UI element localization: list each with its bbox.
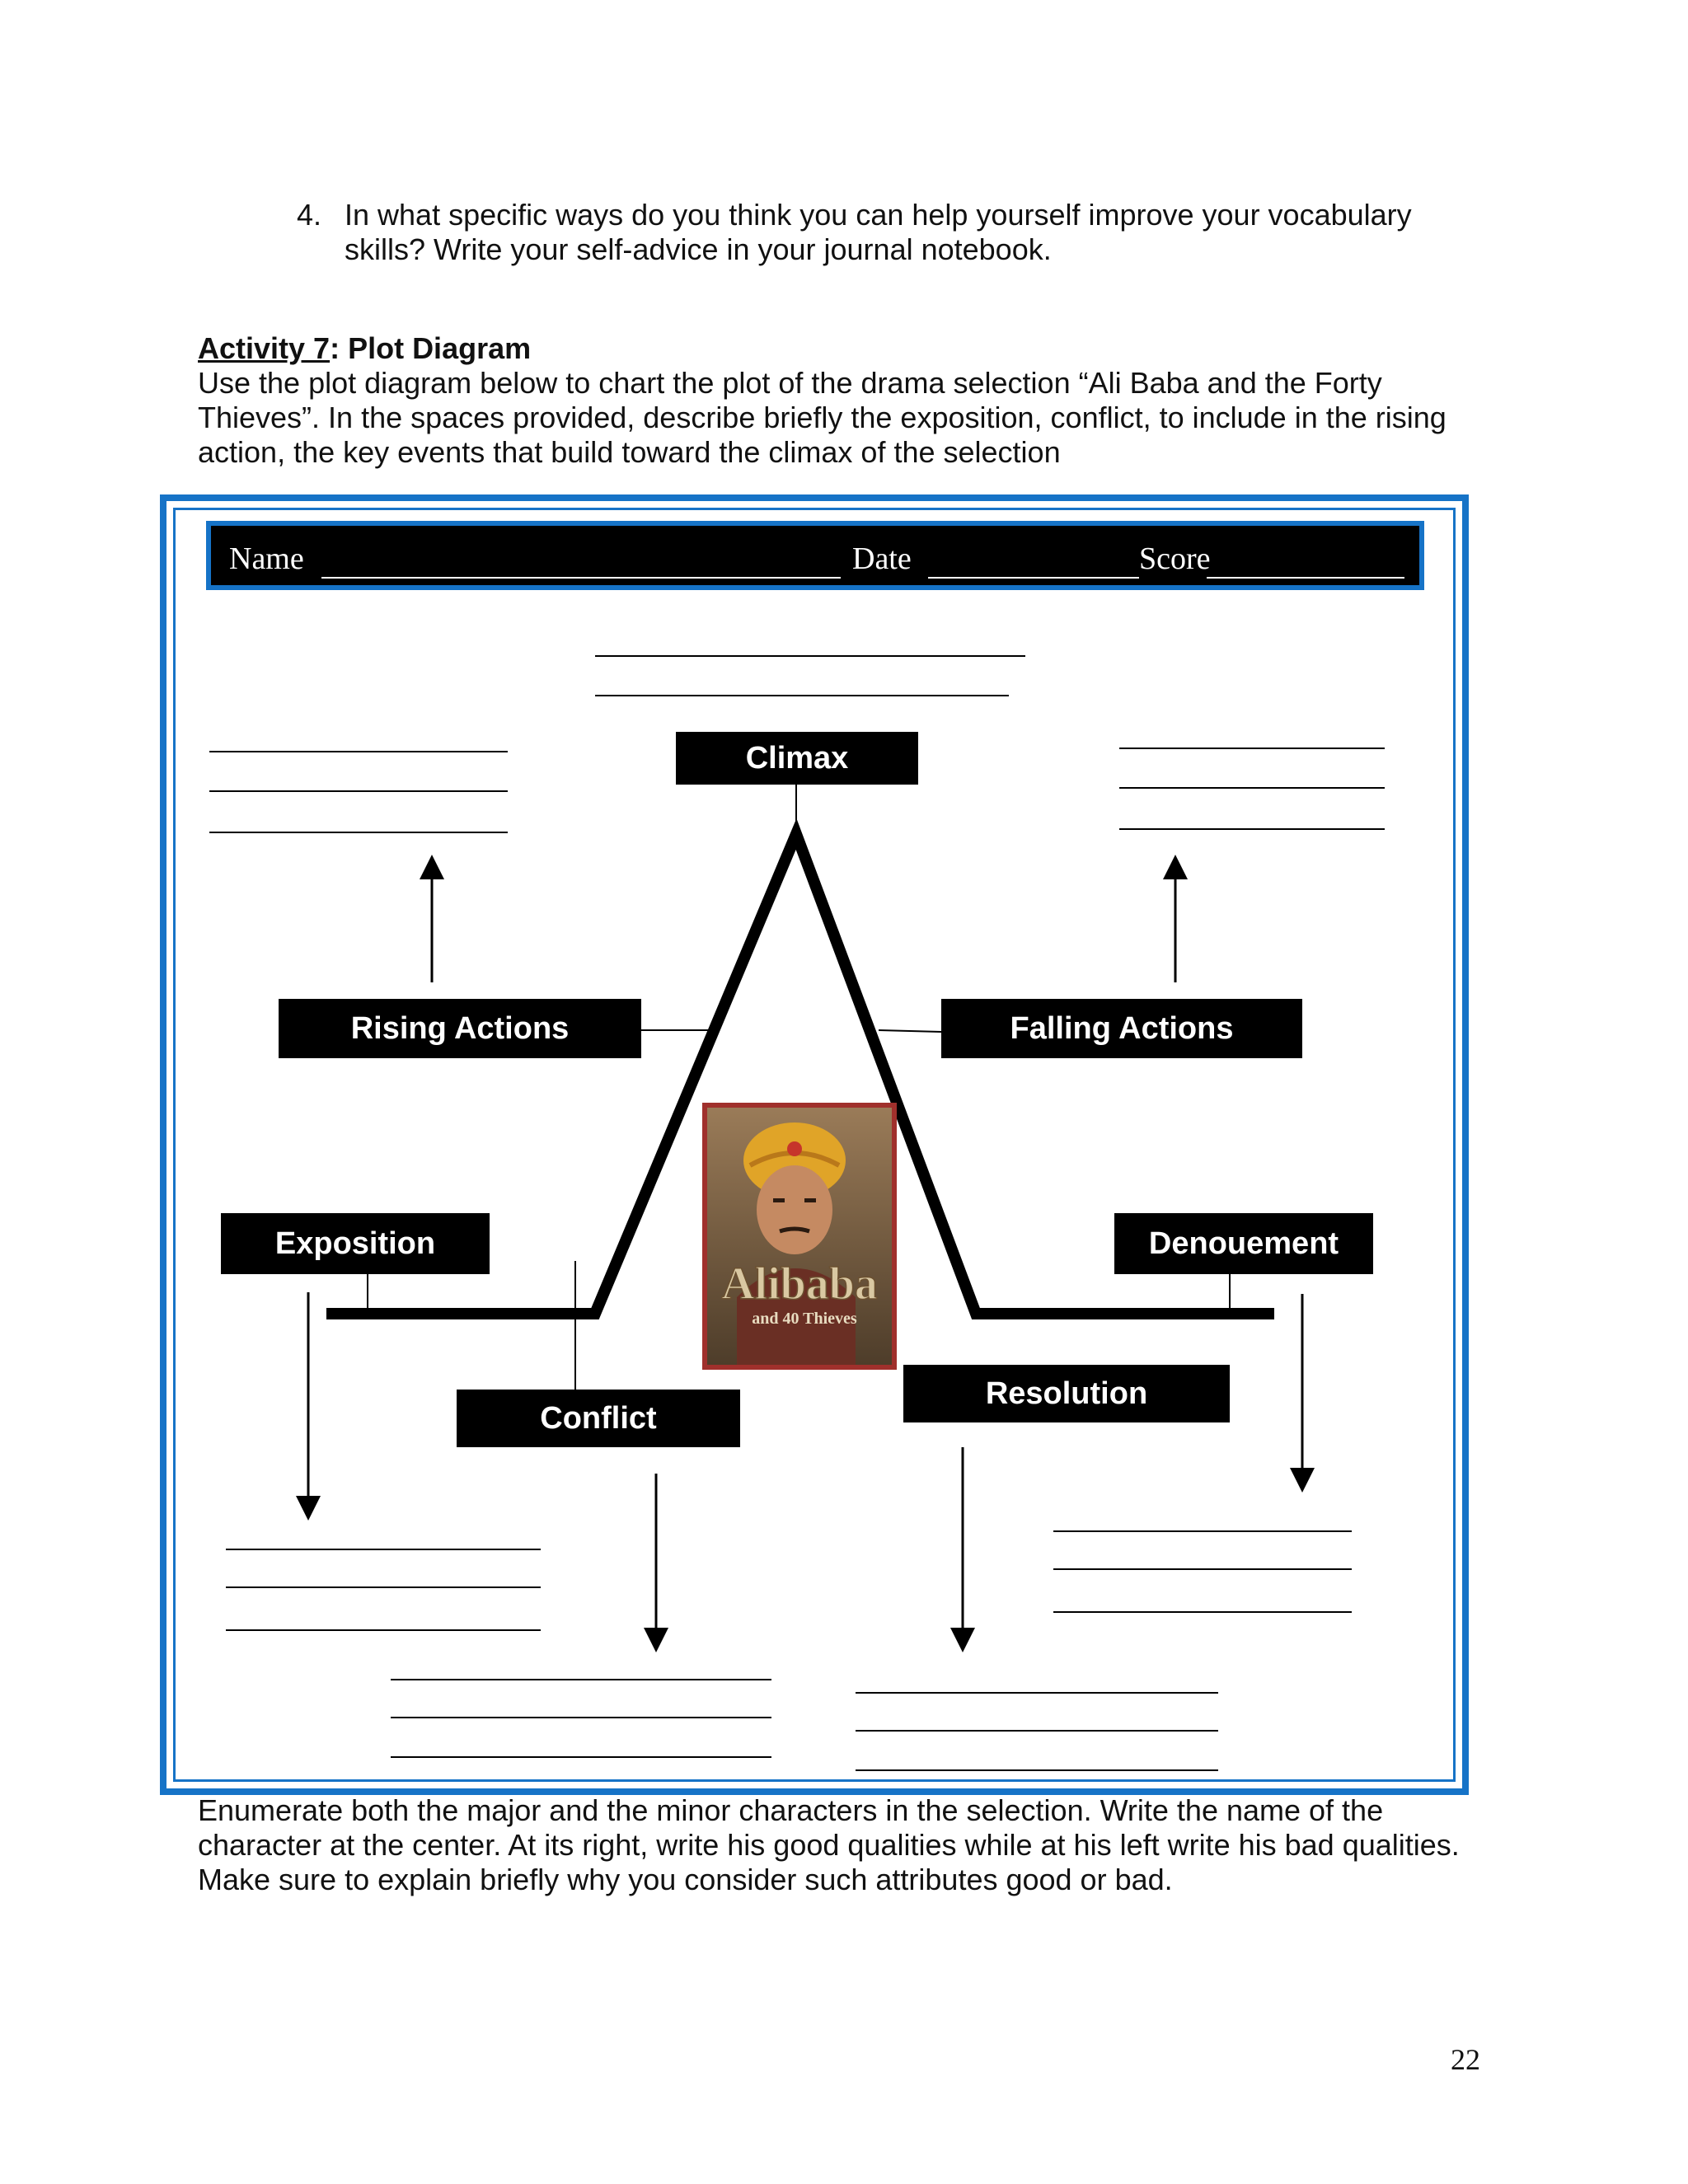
poster-title: Alibaba [721,1258,878,1310]
rising-actions-box: Rising Actions [279,999,641,1058]
closing-instructions: Enumerate both the major and the minor characters in the selection. Write the name of the character at the center. At its right, write his good qualities while at his left write his bad qualities. Make sure to explain briefly why you consider such attributes good or bad. [198,1793,1460,1896]
activity-label: Activity 7 [198,331,331,365]
question-number: 4. [297,198,322,232]
conflict-box: Conflict [457,1390,740,1447]
alibaba-poster-image [702,1103,897,1370]
activity-instructions: Use the plot diagram below to chart the plot of the drama selection “Ali Baba and the Forty Thieves”. In the spaces provided, describe briefly the exposition, conflict, to include in the rising action, the key events that build toward the climax of the selection [198,366,1447,469]
exposition-box: Exposition [221,1213,490,1274]
page-number: 22 [1451,2043,1480,2076]
question-text: In what specific ways do you think you can help yourself improve your vocabulary skills? Write your self-advice in your journal notebook. [345,198,1412,266]
score-label: Score [1139,541,1211,576]
name-label: Name [229,541,304,576]
activity-title-rest: : Plot Diagram [330,331,532,365]
denouement-box: Denouement [1114,1213,1373,1274]
falling-connector [879,1030,941,1032]
resolution-box: Resolution [903,1365,1230,1422]
date-label: Date [852,541,912,576]
poster-subtitle: and 40 Thieves [752,1310,857,1328]
climax-box: Climax [676,732,918,785]
falling-actions-box: Falling Actions [941,999,1302,1058]
